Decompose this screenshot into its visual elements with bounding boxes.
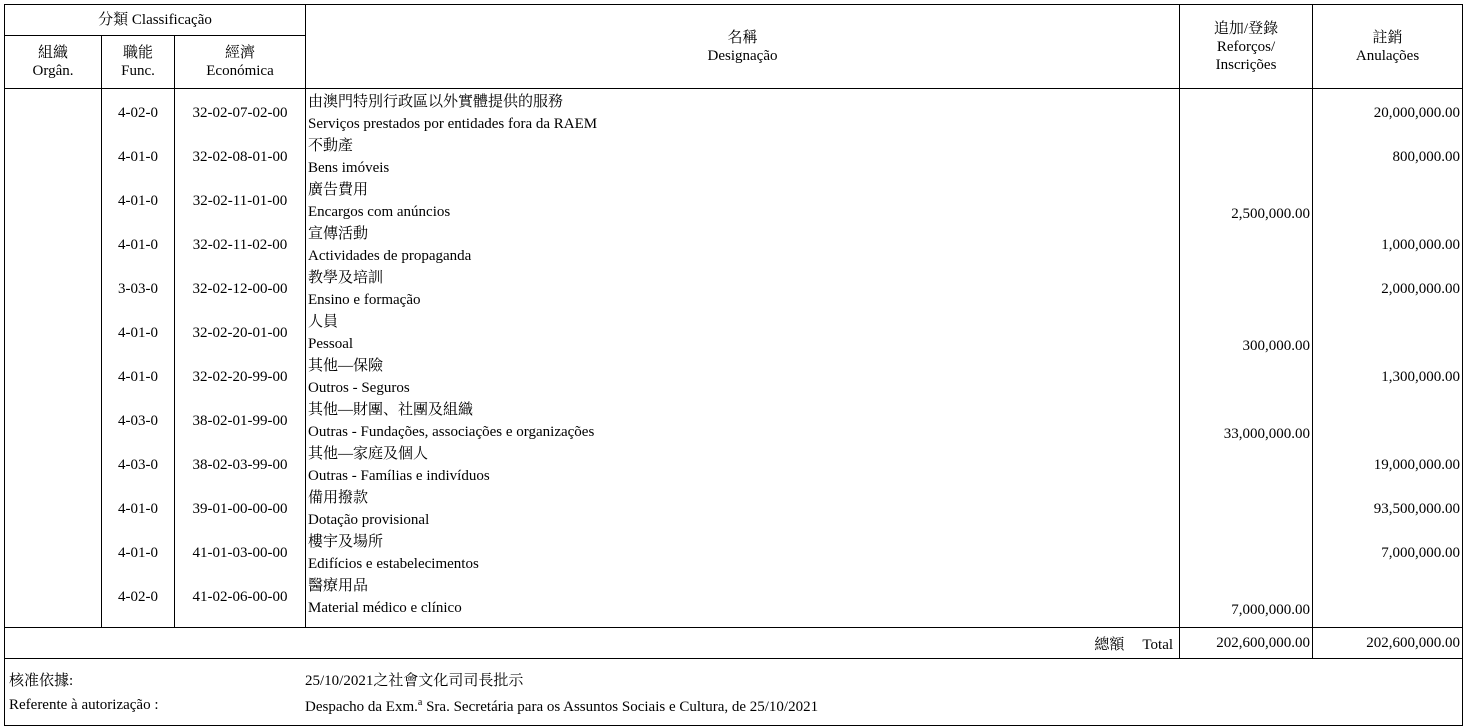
- designation-pt: Encargos com anúncios: [308, 204, 451, 220]
- despacho-pt-sup: a: [417, 697, 423, 708]
- reforcos-cell: [1180, 135, 1313, 179]
- econ-cell: 32-02-07-02-00: [175, 89, 306, 136]
- func-cell: 4-02-0: [102, 89, 175, 136]
- anulacoes-cell: 20,000,000.00: [1313, 89, 1463, 136]
- reforcos-header-pt1: Reforços/: [1216, 38, 1276, 55]
- organ-cell: [5, 355, 102, 399]
- designation-cell: [306, 531, 1180, 575]
- econ-header-pt: Económica: [206, 63, 274, 79]
- func-cell: 4-01-0: [102, 487, 175, 531]
- despacho-pt-part1: Despacho da Exm.: [305, 699, 418, 715]
- footer-row: [5, 659, 1463, 726]
- organ-cell: [5, 179, 102, 223]
- designation-pt: Outros - Seguros: [308, 380, 410, 396]
- organ-header-pt: Orgân.: [32, 63, 74, 79]
- reforcos-cell: [1180, 267, 1313, 311]
- designation-pt: Edifícios e estabelecimentos: [308, 556, 479, 572]
- anulacoes-cell: 19,000,000.00: [1313, 443, 1463, 487]
- spacer-cell: [1180, 619, 1313, 628]
- designation-header: [306, 5, 1180, 89]
- organ-cell: [5, 311, 102, 355]
- designation-cell: [306, 223, 1180, 267]
- organ-cell: [5, 135, 102, 179]
- reforcos-cell: [1180, 355, 1313, 399]
- table-row: [5, 223, 1463, 267]
- econ-cell: 38-02-03-99-00: [175, 443, 306, 487]
- econ-cell: 41-01-03-00-00: [175, 531, 306, 575]
- designation-cell: [306, 487, 1180, 531]
- table-row: [5, 487, 1463, 531]
- func-cell: 4-01-0: [102, 531, 175, 575]
- designation-pt: Bens imóveis: [308, 160, 390, 176]
- anulacoes-header: [1313, 5, 1463, 89]
- designation-cell: [306, 443, 1180, 487]
- anulacoes-cell: 7,000,000.00: [1313, 531, 1463, 575]
- organ-cell: [5, 575, 102, 619]
- designation-pt: Ensino e formação: [308, 292, 421, 308]
- anulacoes-cell: 2,000,000.00: [1313, 267, 1463, 311]
- func-cell: 3-03-0: [102, 267, 175, 311]
- designation-zh: 不動產: [308, 138, 354, 154]
- anulacoes-cell: 1,000,000.00: [1313, 223, 1463, 267]
- designation-cell: [306, 311, 1180, 355]
- total-anulacoes: 202,600,000.00: [1313, 628, 1463, 659]
- anulacoes-cell: [1313, 399, 1463, 443]
- func-cell: 4-01-0: [102, 223, 175, 267]
- func-header-zh: 職能: [122, 45, 153, 61]
- table-row: [5, 179, 1463, 223]
- spacer-cell: [1313, 619, 1463, 628]
- spacer-cell: [5, 619, 102, 628]
- designation-cell: [306, 399, 1180, 443]
- econ-cell: 32-02-08-01-00: [175, 135, 306, 179]
- organ-header-zh: 組織: [37, 45, 68, 61]
- func-cell: 4-01-0: [102, 311, 175, 355]
- table-row: [5, 443, 1463, 487]
- econ-cell: 32-02-20-99-00: [175, 355, 306, 399]
- organ-cell: [5, 223, 102, 267]
- authorization-basis-zh: 核准依據:: [9, 673, 74, 689]
- designation-zh: 醫療用品: [308, 578, 369, 594]
- designation-header-pt: Designação: [707, 47, 778, 64]
- designation-pt: Serviços prestados por entidades fora da RAEM: [308, 116, 598, 132]
- econ-cell: 32-02-11-01-00: [175, 179, 306, 223]
- func-cell: 4-01-0: [102, 135, 175, 179]
- designation-cell: [306, 575, 1180, 619]
- anulacoes-header-pt: Anulações: [1355, 47, 1420, 64]
- designation-zh: 其他—財團、社團及組織: [308, 402, 474, 418]
- designation-zh: 人員: [308, 314, 339, 330]
- designation-cell: [306, 355, 1180, 399]
- anulacoes-cell: 800,000.00: [1313, 135, 1463, 179]
- table-row: [5, 355, 1463, 399]
- authorization-basis-pt: Referente à autorização :: [9, 697, 159, 713]
- organ-cell: [5, 89, 102, 136]
- anulacoes-cell: [1313, 179, 1463, 223]
- spacer-cell: [175, 619, 306, 628]
- func-cell: 4-01-0: [102, 179, 175, 223]
- anulacoes-cell: [1313, 311, 1463, 355]
- organ-cell: [5, 399, 102, 443]
- designation-header-zh: 名稱: [727, 29, 758, 46]
- table-row: [5, 575, 1463, 619]
- designation-zh: 其他—保險: [308, 358, 384, 374]
- designation-pt: Outras - Fundações, associações e organizações: [308, 424, 595, 440]
- reforcos-cell: 300,000.00: [1180, 311, 1313, 355]
- econ-cell: 32-02-11-02-00: [175, 223, 306, 267]
- reforcos-cell: 2,500,000.00: [1180, 179, 1313, 223]
- total-row: [5, 628, 1463, 659]
- reforcos-cell: 33,000,000.00: [1180, 399, 1313, 443]
- anulacoes-cell: 93,500,000.00: [1313, 487, 1463, 531]
- designation-pt: Dotação provisional: [308, 512, 430, 528]
- spacer-cell: [306, 619, 1180, 628]
- organ-header: [5, 36, 102, 89]
- despacho-zh: 25/10/2021之社會文化司司長批示: [305, 673, 524, 689]
- reforcos-cell: 7,000,000.00: [1180, 575, 1313, 619]
- organ-cell: [5, 487, 102, 531]
- designation-cell: [306, 179, 1180, 223]
- despacho-pt-part2: Sra. Secretária para os Assuntos Sociais e Cultura, de 25/10/2021: [422, 699, 819, 715]
- total-label-zh: 總額: [1094, 636, 1125, 653]
- footer-cell: [5, 659, 1463, 726]
- anulacoes-header-zh: 註銷: [1372, 29, 1403, 46]
- total-reforcos: 202,600,000.00: [1180, 628, 1313, 659]
- reforcos-cell: [1180, 89, 1313, 136]
- designation-zh: 由澳門特別行政區以外實體提供的服務: [308, 94, 564, 110]
- spacer-cell: [102, 619, 175, 628]
- reforcos-cell: [1180, 443, 1313, 487]
- designation-cell: [306, 89, 1180, 136]
- designation-cell: [306, 135, 1180, 179]
- econ-cell: 39-01-00-00-00: [175, 487, 306, 531]
- designation-pt: Material médico e clínico: [308, 600, 462, 616]
- reforcos-cell: [1180, 531, 1313, 575]
- econ-header: [175, 36, 306, 89]
- spacer-row: [5, 619, 1463, 628]
- econ-cell: 38-02-01-99-00: [175, 399, 306, 443]
- designation-pt: Actividades de propaganda: [308, 248, 472, 264]
- reforcos-header-zh: 追加/登錄: [1213, 20, 1279, 37]
- table-row: [5, 399, 1463, 443]
- table-row: [5, 311, 1463, 355]
- econ-cell: 32-02-12-00-00: [175, 267, 306, 311]
- func-cell: 4-03-0: [102, 399, 175, 443]
- func-cell: 4-03-0: [102, 443, 175, 487]
- econ-cell: 41-02-06-00-00: [175, 575, 306, 619]
- reforcos-cell: [1180, 487, 1313, 531]
- designation-cell: [306, 267, 1180, 311]
- designation-zh: 教學及培訓: [308, 270, 384, 286]
- func-header-pt: Func.: [121, 63, 155, 79]
- table-row: [5, 89, 1463, 136]
- table-row: [5, 135, 1463, 179]
- organ-cell: [5, 443, 102, 487]
- despacho-pt: [305, 697, 818, 716]
- designation-zh: 樓宇及場所: [308, 534, 384, 550]
- anulacoes-cell: 1,300,000.00: [1313, 355, 1463, 399]
- organ-cell: [5, 531, 102, 575]
- designation-pt: Outras - Famílias e indivíduos: [308, 468, 490, 484]
- func-header: [102, 36, 175, 89]
- table-row: [5, 267, 1463, 311]
- designation-pt: Pessoal: [308, 336, 354, 352]
- designation-zh: 其他—家庭及個人: [308, 446, 429, 462]
- reforcos-cell: [1180, 223, 1313, 267]
- total-label-pt: Total: [1142, 636, 1174, 653]
- organ-cell: [5, 267, 102, 311]
- anulacoes-cell: [1313, 575, 1463, 619]
- func-cell: 4-02-0: [102, 575, 175, 619]
- classification-header: 分類 Classificação: [5, 5, 306, 36]
- designation-zh: 備用撥款: [308, 490, 369, 506]
- designation-zh: 宣傳活動: [308, 226, 369, 242]
- table-row: [5, 531, 1463, 575]
- budget-table: [4, 4, 1463, 726]
- reforcos-header: [1180, 5, 1313, 89]
- total-label: [5, 628, 1180, 659]
- reforcos-header-pt2: Inscrições: [1215, 56, 1277, 73]
- econ-cell: 32-02-20-01-00: [175, 311, 306, 355]
- econ-header-zh: 經濟: [225, 45, 256, 61]
- func-cell: 4-01-0: [102, 355, 175, 399]
- designation-zh: 廣告費用: [308, 182, 369, 198]
- budget-rows: [5, 89, 1463, 628]
